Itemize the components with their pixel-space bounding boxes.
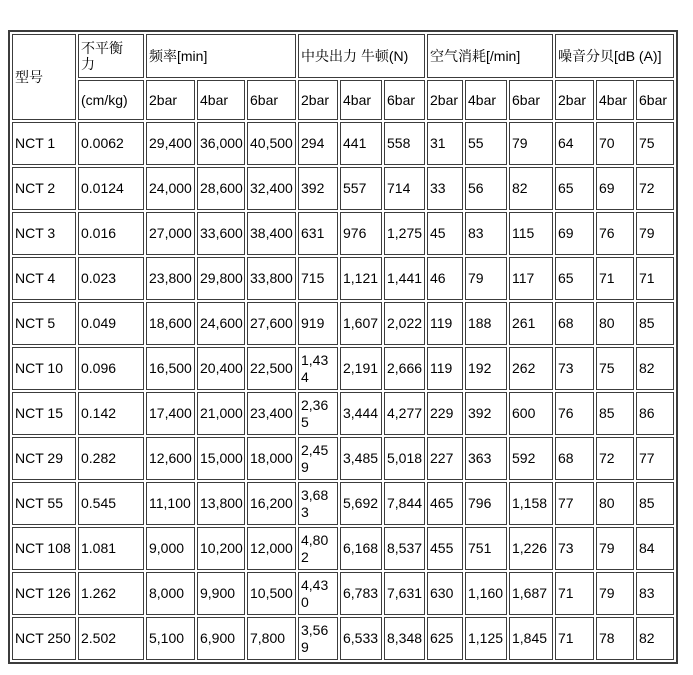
- value-cell: 1,125: [465, 617, 507, 660]
- table-row: [12, 347, 674, 390]
- value-cell: 84: [636, 527, 674, 570]
- value-cell: 192: [465, 347, 507, 390]
- value-cell: 16,200: [247, 482, 296, 525]
- value-cell: 69: [596, 167, 634, 210]
- value-cell: 5,018: [384, 437, 425, 480]
- value-cell: 36,000: [197, 122, 245, 165]
- value-cell: 2,459: [298, 437, 338, 480]
- model-cell: NCT 29: [12, 437, 76, 480]
- value-cell: 751: [465, 527, 507, 570]
- value-cell: 79: [465, 257, 507, 300]
- value-cell: 29,400: [146, 122, 195, 165]
- value-cell: 1,121: [340, 257, 382, 300]
- value-cell: 1,845: [509, 617, 553, 660]
- value-cell: 0.096: [78, 347, 144, 390]
- value-cell: 392: [465, 392, 507, 435]
- value-cell: 76: [555, 392, 594, 435]
- value-cell: 69: [555, 212, 594, 255]
- value-cell: 227: [427, 437, 463, 480]
- table-row: [12, 437, 674, 480]
- value-cell: 119: [427, 347, 463, 390]
- value-cell: 85: [636, 302, 674, 345]
- value-cell: 11,100: [146, 482, 195, 525]
- value-cell: 1,687: [509, 572, 553, 615]
- value-cell: 1,275: [384, 212, 425, 255]
- value-cell: 65: [555, 167, 594, 210]
- table-row: [12, 122, 674, 165]
- value-cell: 24,600: [197, 302, 245, 345]
- value-cell: 82: [636, 347, 674, 390]
- table-row: [12, 167, 674, 210]
- value-cell: 557: [340, 167, 382, 210]
- model-cell: NCT 250: [12, 617, 76, 660]
- group-header-frequency: 频率[min]: [146, 34, 296, 78]
- model-cell: NCT 10: [12, 347, 76, 390]
- value-cell: 6,900: [197, 617, 245, 660]
- value-cell: 0.0062: [78, 122, 144, 165]
- value-cell: 55: [465, 122, 507, 165]
- model-cell: NCT 126: [12, 572, 76, 615]
- value-cell: 8,348: [384, 617, 425, 660]
- value-cell: 294: [298, 122, 338, 165]
- value-cell: 1.262: [78, 572, 144, 615]
- value-cell: 73: [555, 347, 594, 390]
- value-cell: 68: [555, 302, 594, 345]
- value-cell: 27,600: [247, 302, 296, 345]
- table-row: [12, 482, 674, 525]
- value-cell: 0.142: [78, 392, 144, 435]
- value-cell: 0.049: [78, 302, 144, 345]
- value-cell: 79: [509, 122, 553, 165]
- value-cell: 0.016: [78, 212, 144, 255]
- value-cell: 73: [555, 527, 594, 570]
- value-cell: 261: [509, 302, 553, 345]
- value-cell: 2,022: [384, 302, 425, 345]
- value-cell: 68: [555, 437, 594, 480]
- group-header-unbalance-force: 不平衡力: [78, 34, 144, 78]
- subheader-noise-2bar: 2bar: [555, 80, 594, 120]
- value-cell: 6,783: [340, 572, 382, 615]
- value-cell: 65: [555, 257, 594, 300]
- value-cell: 2.502: [78, 617, 144, 660]
- value-cell: 6,533: [340, 617, 382, 660]
- value-cell: 7,631: [384, 572, 425, 615]
- value-cell: 80: [596, 302, 634, 345]
- value-cell: 1.081: [78, 527, 144, 570]
- value-cell: 82: [636, 617, 674, 660]
- group-header-noise-level: 噪音分贝[dB (A)]: [555, 34, 674, 78]
- value-cell: 18,000: [247, 437, 296, 480]
- value-cell: 229: [427, 392, 463, 435]
- subheader-frequency-4bar: 4bar: [197, 80, 245, 120]
- value-cell: 40,500: [247, 122, 296, 165]
- model-cell: NCT 5: [12, 302, 76, 345]
- value-cell: 8,537: [384, 527, 425, 570]
- value-cell: 441: [340, 122, 382, 165]
- value-cell: 7,800: [247, 617, 296, 660]
- model-header-cell: 型号: [12, 34, 76, 120]
- value-cell: 18,600: [146, 302, 195, 345]
- value-cell: 27,000: [146, 212, 195, 255]
- subheader-unbalance-unit: (cm/kg): [78, 80, 144, 120]
- value-cell: 82: [509, 167, 553, 210]
- value-cell: 9,900: [197, 572, 245, 615]
- table-row: [12, 257, 674, 300]
- value-cell: 75: [596, 347, 634, 390]
- value-cell: 79: [636, 212, 674, 255]
- value-cell: 85: [596, 392, 634, 435]
- group-header-air-consumption: 空气消耗[/min]: [427, 34, 553, 78]
- value-cell: 56: [465, 167, 507, 210]
- value-cell: 558: [384, 122, 425, 165]
- value-cell: 32,400: [247, 167, 296, 210]
- table-row: [12, 572, 674, 615]
- value-cell: 83: [636, 572, 674, 615]
- value-cell: 2,191: [340, 347, 382, 390]
- value-cell: 600: [509, 392, 553, 435]
- value-cell: 77: [555, 482, 594, 525]
- value-cell: 71: [555, 572, 594, 615]
- value-cell: 4,430: [298, 572, 338, 615]
- value-cell: 0.0124: [78, 167, 144, 210]
- value-cell: 188: [465, 302, 507, 345]
- value-cell: 8,000: [146, 572, 195, 615]
- value-cell: 29,800: [197, 257, 245, 300]
- value-cell: 919: [298, 302, 338, 345]
- value-cell: 455: [427, 527, 463, 570]
- value-cell: 3,485: [340, 437, 382, 480]
- value-cell: 33,600: [197, 212, 245, 255]
- value-cell: 23,400: [247, 392, 296, 435]
- value-cell: 13,800: [197, 482, 245, 525]
- value-cell: 3,569: [298, 617, 338, 660]
- value-cell: 20,400: [197, 347, 245, 390]
- group-header-central-output: 中央出力 牛顿(N): [298, 34, 425, 78]
- value-cell: 33: [427, 167, 463, 210]
- value-cell: 392: [298, 167, 338, 210]
- value-cell: 16,500: [146, 347, 195, 390]
- model-cell: NCT 1: [12, 122, 76, 165]
- value-cell: 976: [340, 212, 382, 255]
- value-cell: 117: [509, 257, 553, 300]
- value-cell: 5,692: [340, 482, 382, 525]
- subheader-output-4bar: 4bar: [340, 80, 382, 120]
- value-cell: 83: [465, 212, 507, 255]
- value-cell: 715: [298, 257, 338, 300]
- value-cell: 22,500: [247, 347, 296, 390]
- value-cell: 1,160: [465, 572, 507, 615]
- table-body: [12, 122, 674, 660]
- subheader-output-6bar: 6bar: [384, 80, 425, 120]
- value-cell: 76: [596, 212, 634, 255]
- value-cell: 10,200: [197, 527, 245, 570]
- value-cell: 17,400: [146, 392, 195, 435]
- value-cell: 714: [384, 167, 425, 210]
- value-cell: 1,607: [340, 302, 382, 345]
- subheader-output-2bar: 2bar: [298, 80, 338, 120]
- value-cell: 72: [596, 437, 634, 480]
- value-cell: 70: [596, 122, 634, 165]
- value-cell: 79: [596, 572, 634, 615]
- value-cell: 77: [636, 437, 674, 480]
- value-cell: 262: [509, 347, 553, 390]
- value-cell: 2,666: [384, 347, 425, 390]
- model-cell: NCT 3: [12, 212, 76, 255]
- value-cell: 465: [427, 482, 463, 525]
- value-cell: 21,000: [197, 392, 245, 435]
- value-cell: 0.545: [78, 482, 144, 525]
- spec-table: [8, 30, 678, 664]
- value-cell: 28,600: [197, 167, 245, 210]
- value-cell: 10,500: [247, 572, 296, 615]
- value-cell: 363: [465, 437, 507, 480]
- value-cell: 12,600: [146, 437, 195, 480]
- table-row: [12, 617, 674, 660]
- value-cell: 2,365: [298, 392, 338, 435]
- value-cell: 1,158: [509, 482, 553, 525]
- subheader-noise-4bar: 4bar: [596, 80, 634, 120]
- subheader-air-6bar: 6bar: [509, 80, 553, 120]
- value-cell: 3,444: [340, 392, 382, 435]
- value-cell: 72: [636, 167, 674, 210]
- value-cell: 6,168: [340, 527, 382, 570]
- table-row: [12, 392, 674, 435]
- value-cell: 631: [298, 212, 338, 255]
- value-cell: 85: [636, 482, 674, 525]
- value-cell: 4,277: [384, 392, 425, 435]
- header-group-row: [12, 34, 674, 78]
- value-cell: 9,000: [146, 527, 195, 570]
- value-cell: 625: [427, 617, 463, 660]
- value-cell: 15,000: [197, 437, 245, 480]
- header-sub-row: [12, 80, 674, 120]
- value-cell: 3,683: [298, 482, 338, 525]
- model-cell: NCT 2: [12, 167, 76, 210]
- value-cell: 12,000: [247, 527, 296, 570]
- subheader-frequency-2bar: 2bar: [146, 80, 195, 120]
- model-cell: NCT 108: [12, 527, 76, 570]
- value-cell: 38,400: [247, 212, 296, 255]
- value-cell: 23,800: [146, 257, 195, 300]
- value-cell: 1,434: [298, 347, 338, 390]
- value-cell: 796: [465, 482, 507, 525]
- model-cell: NCT 15: [12, 392, 76, 435]
- value-cell: 5,100: [146, 617, 195, 660]
- value-cell: 7,844: [384, 482, 425, 525]
- subheader-noise-6bar: 6bar: [636, 80, 674, 120]
- value-cell: 75: [636, 122, 674, 165]
- value-cell: 592: [509, 437, 553, 480]
- table-row: [12, 212, 674, 255]
- value-cell: 1,441: [384, 257, 425, 300]
- value-cell: 78: [596, 617, 634, 660]
- value-cell: 64: [555, 122, 594, 165]
- value-cell: 0.023: [78, 257, 144, 300]
- value-cell: 71: [636, 257, 674, 300]
- value-cell: 630: [427, 572, 463, 615]
- value-cell: 0.282: [78, 437, 144, 480]
- value-cell: 33,800: [247, 257, 296, 300]
- value-cell: 79: [596, 527, 634, 570]
- value-cell: 71: [555, 617, 594, 660]
- table-row: [12, 527, 674, 570]
- subheader-air-2bar: 2bar: [427, 80, 463, 120]
- value-cell: 115: [509, 212, 553, 255]
- value-cell: 1,226: [509, 527, 553, 570]
- value-cell: 46: [427, 257, 463, 300]
- model-cell: NCT 55: [12, 482, 76, 525]
- value-cell: 45: [427, 212, 463, 255]
- value-cell: 80: [596, 482, 634, 525]
- value-cell: 71: [596, 257, 634, 300]
- table-row: [12, 302, 674, 345]
- model-cell: NCT 4: [12, 257, 76, 300]
- subheader-air-4bar: 4bar: [465, 80, 507, 120]
- value-cell: 86: [636, 392, 674, 435]
- subheader-frequency-6bar: 6bar: [247, 80, 296, 120]
- value-cell: 4,802: [298, 527, 338, 570]
- value-cell: 24,000: [146, 167, 195, 210]
- value-cell: 31: [427, 122, 463, 165]
- value-cell: 119: [427, 302, 463, 345]
